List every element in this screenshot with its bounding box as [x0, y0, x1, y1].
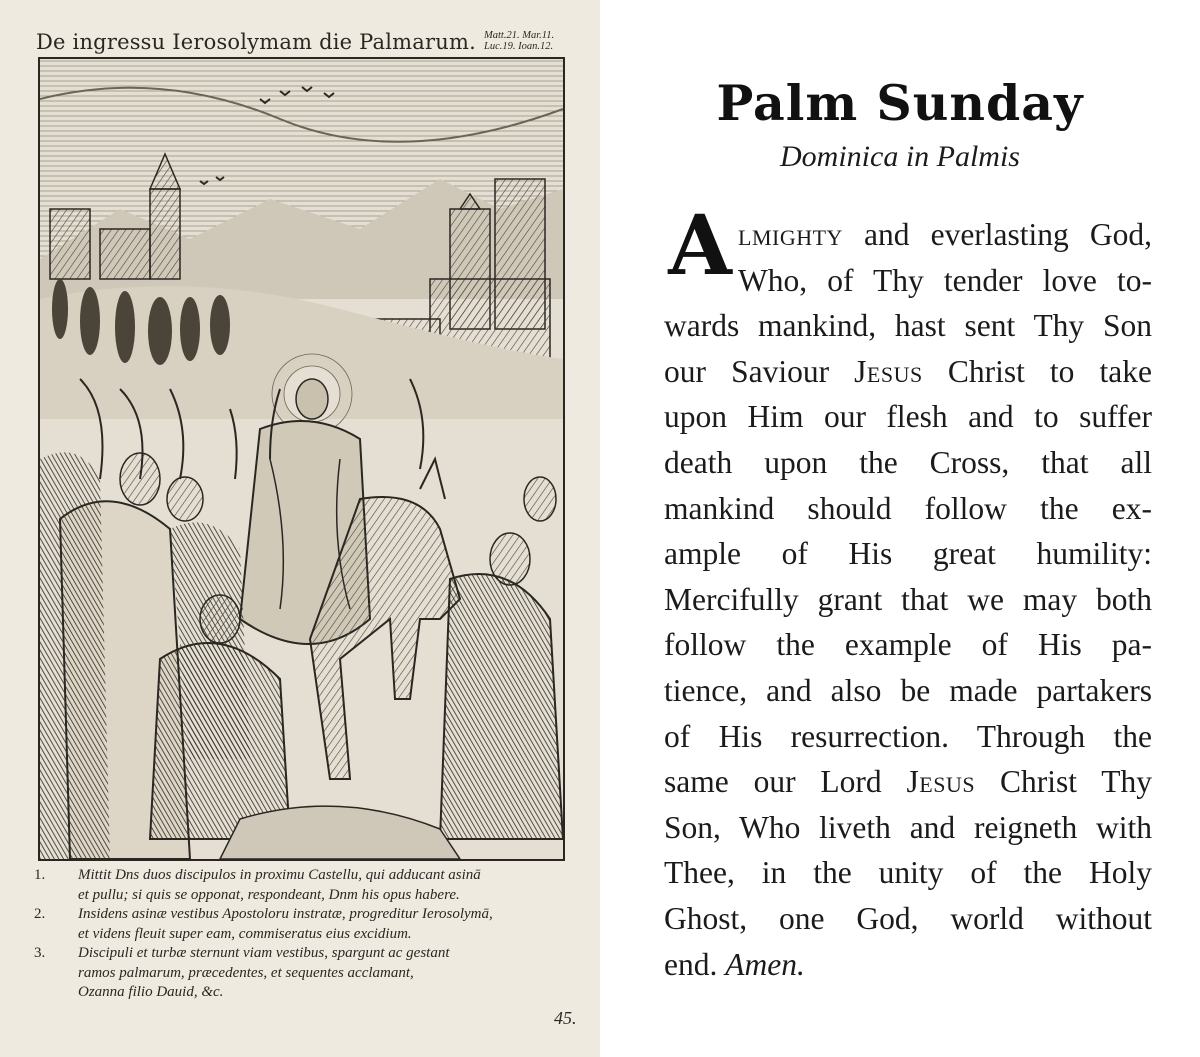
caption-line: Insidens asinæ vestibus Apostoloru instratæ, progreditur Ierosolymā, [78, 906, 493, 922]
text-line: end. Amen. [664, 946, 805, 982]
text-line: Thee, in the unity of the Holy [664, 855, 1152, 891]
caption-number: 1. [34, 867, 46, 883]
amen: Amen. [725, 946, 805, 982]
caption-line: et pullu; si quis se opponat, respondeant, Dnm his opus habere. [78, 886, 460, 903]
text-line: Who, of Thy tender love to- [738, 262, 1152, 298]
scripture-references: Matt.21. Mar.11. Luc.19. Ioan.12. [484, 30, 555, 52]
text-line: follow the example of His pa- [664, 627, 1152, 663]
caption-number: 3. [34, 945, 46, 961]
text-line: upon Him our flesh and to suffer [664, 399, 1152, 435]
text-line: of His resurrection. Through the [664, 718, 1152, 754]
caption-item [34, 866, 574, 905]
plate-page-number: 45. [554, 1008, 577, 1028]
caption-line: Mittit Dns duos discipulos in proximu Castellu, qui adducant asinā [78, 867, 481, 883]
text-line: Mercifully grant that we may both [664, 581, 1152, 617]
latin-subtitle: Dominica in Palmis [780, 140, 1020, 173]
text-line: tience, and also be made partakers [664, 672, 1152, 708]
palm-sunday-engraving-image [40, 59, 563, 859]
engraving-illustration [38, 57, 565, 861]
drop-cap: A [668, 198, 732, 294]
text-line: same our Lord Jesus Christ Thy [664, 764, 1152, 800]
text-line: our Saviour Jesus Christ to take [664, 353, 1152, 389]
caption-line: et videns fleuit super eam, commiseratus eius excidium. [78, 925, 412, 942]
plate-captions [34, 866, 574, 1003]
text-line: mankind should follow the ex- [664, 490, 1152, 526]
text-line: Son, Who liveth and reigneth with [664, 809, 1152, 845]
text-line: lmighty and everlasting God, [738, 217, 1152, 252]
caption-number: 2. [34, 906, 46, 922]
text-line: ample of His great humility: [664, 536, 1152, 572]
page-title: Palm Sunday [716, 74, 1084, 132]
text-line: wards mankind, hast sent Thy Son [664, 308, 1152, 344]
text-line: Ghost, one God, world without [664, 900, 1152, 936]
collect-panel [600, 0, 1200, 1057]
text-line: death upon the Cross, that all [664, 444, 1152, 480]
collect-text [664, 212, 1152, 987]
caption-item [34, 905, 574, 944]
caption-line: Discipuli et turbæ sternunt viam vestibus, spargunt ac gestant [78, 945, 450, 961]
caption-item [34, 944, 574, 1003]
caption-line: ramos palmarum, præcedentes, et sequentes acclamant, [78, 964, 414, 981]
plate-title: De ingressu Ierosolymam die Palmarum. [36, 30, 476, 54]
caption-line: Ozanna filio Dauid, &c. [78, 984, 224, 1000]
